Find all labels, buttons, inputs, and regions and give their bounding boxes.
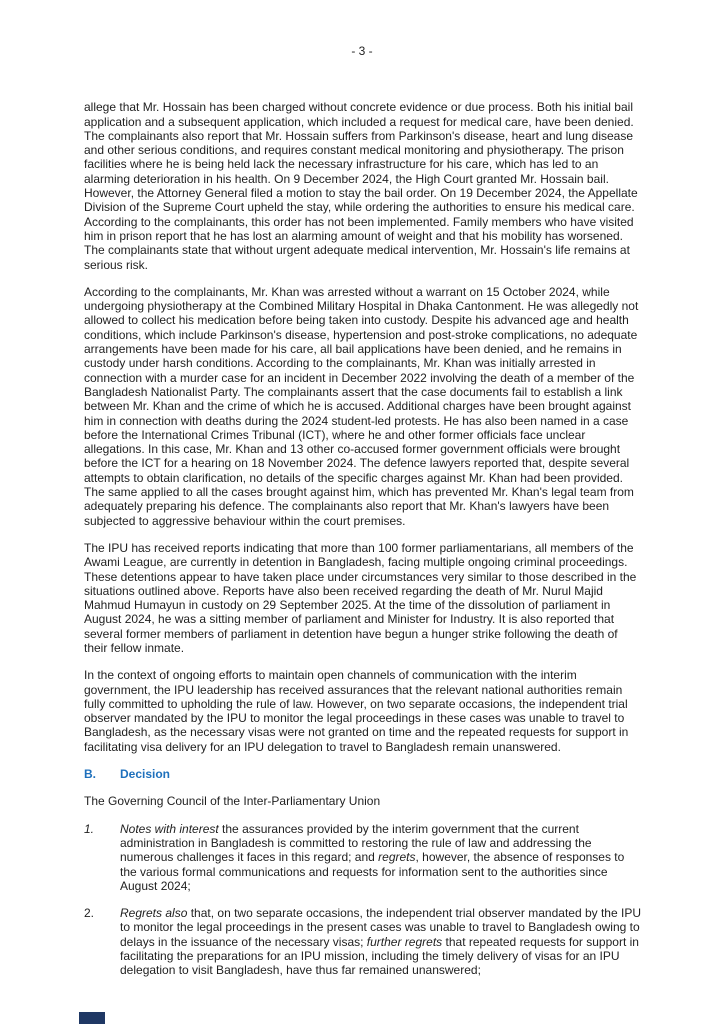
paragraph-hossain-case: allege that Mr. Hossain has been charged without concrete evidence or due process. Both his initial bail application and a subsequent application, which included a request for medical care, have been denied. The complainants also report that Mr. Hossain suffers from Parkinson's disease, heart and lung disease and other serious conditions, and requires constant medical monitoring and physiotherapy. The prison facilities where he is being held lack the necessary infrastructure for his care, which has led to an alarming deterioration in his health. On 9 December 2024, the High Court granted Mr. Hossain bail. However, the Attorney General filed a motion to stay the bail order. On 19 December 2024, the Appellate Division of the Supreme Court upheld the stay, while ordering the authorities to ensure his medical care. According to the complainants, this order has not been implemented. Family members who have visited him in prison report that he has lost an alarming amount of weight and that his mobility has worsened. The complainants state that without urgent adequate medical intervention, Mr. Hossain's life remains at serious risk. — [84, 100, 638, 272]
page-body — [84, 100, 641, 977]
paragraph-khan-case: According to the complainants, Mr. Khan was arrested without a warrant on 15 October 2024, while undergoing physiotherapy at the Combined Military Hospital in Dhaka Cantonment. He was allegedly not allowed to collect his medication before being taken into custody. Despite his advanced age and health conditions, which include Parkinson's disease, hypertension and post-stroke complications, no adequate arrangements have been made for his care, all bail applications have been denied, and he remains in custody under harsh conditions. According to the complainants, Mr. Khan was initially arrested in connection with a murder case for an incident in December 2022 involving the death of a member of the Bangladesh Nationalist Party. The complainants assert that the case documents fail to establish a link between Mr. Khan and the crime of which he is accused. Additional charges have been brought against him in connection with deaths during the 2024 student-led protests. He has also been named in a case before the International Crimes Tribunal (ICT), where he and other former officials face unclear allegations. In this case, Mr. Khan and 13 other co-accused former government officials were brought before the ICT for a hearing on 18 November 2024. The defence lawyers reported that, despite several attempts to obtain clarification, no details of the specific charges against Mr. Khan had been provided. The same applied to all the cases brought against him, which has prevented Mr. Khan's legal team from adequately preparing his defence. The complainants also report that Mr. Khan's lawyers have been subjected to aggressive behaviour within the court premises. — [84, 284, 639, 528]
decision-item-number: 2. — [84, 906, 95, 921]
page-number: - 3 - — [351, 44, 373, 58]
section-heading-decision — [84, 767, 641, 781]
section-title: Decision — [120, 767, 171, 782]
decision-item-text: Regrets also that, on two separate occasions, the independent trial observer mandated by the IPU to monitor the legal proceedings in the present cases was unable to travel to Bangladesh owing to delays in the issuance of the necessary visas; further regrets that repeated requests for support in facilitating the preparations for an IPU mission, including the timely delivery of visas for an IPU delegation to visit Bangladesh, have thus far remained unanswered; — [120, 906, 641, 978]
paragraph-detentions-reports: The IPU has received reports indicating that more than 100 former parliamentarians, all members of the Awami League, are currently in detention in Bangladesh, facing multiple ongoing criminal proceedings. These detentions appear to have taken place under circumstances very similar to those described in the situations outlined above. Reports have also been received regarding the death of Mr. Nurul Majid Mahmud Humayun in custody on 29 September 2025. At the time of the dissolution of parliament in August 2024, he was a sitting member of parliament and Minister for Industry. It is also reported that several former members of parliament in detention have begun a hunger strike following the death of their fellow inmate. — [84, 540, 637, 655]
decision-item-number: 1. — [84, 821, 95, 836]
decision-items — [84, 822, 641, 978]
section-letter: B. — [84, 767, 96, 782]
paragraph-ipu-communication: In the context of ongoing efforts to maintain open channels of communication with the interim government, the IPU leadership has received assurances that the relevant national authorities remain fully committed to upholding the rule of law. However, on two separate occasions, the independent trial observer mandated by the IPU to monitor the legal proceedings in these cases was unable to travel to Bangladesh, as the necessary visas were not granted on time and the repeated requests for support in facilitating visa delivery for an IPU delegation to travel to Bangladesh remain unanswered. — [84, 668, 629, 754]
footer-logo-bar — [79, 1012, 105, 1024]
decision-item — [84, 822, 641, 893]
decision-item — [84, 906, 641, 977]
governing-council-line: The Governing Council of the Inter-Parliamentary Union — [84, 794, 381, 809]
decision-item-text: Notes with interest the assurances provided by the interim government that the current administration in Bangladesh is committed to restoring the rule of law and addressing the numerous challenges it faces in this regard; and regrets, however, the absence of responses to the various formal communications and requests for information sent to the authorities since August 2024; — [120, 821, 625, 893]
